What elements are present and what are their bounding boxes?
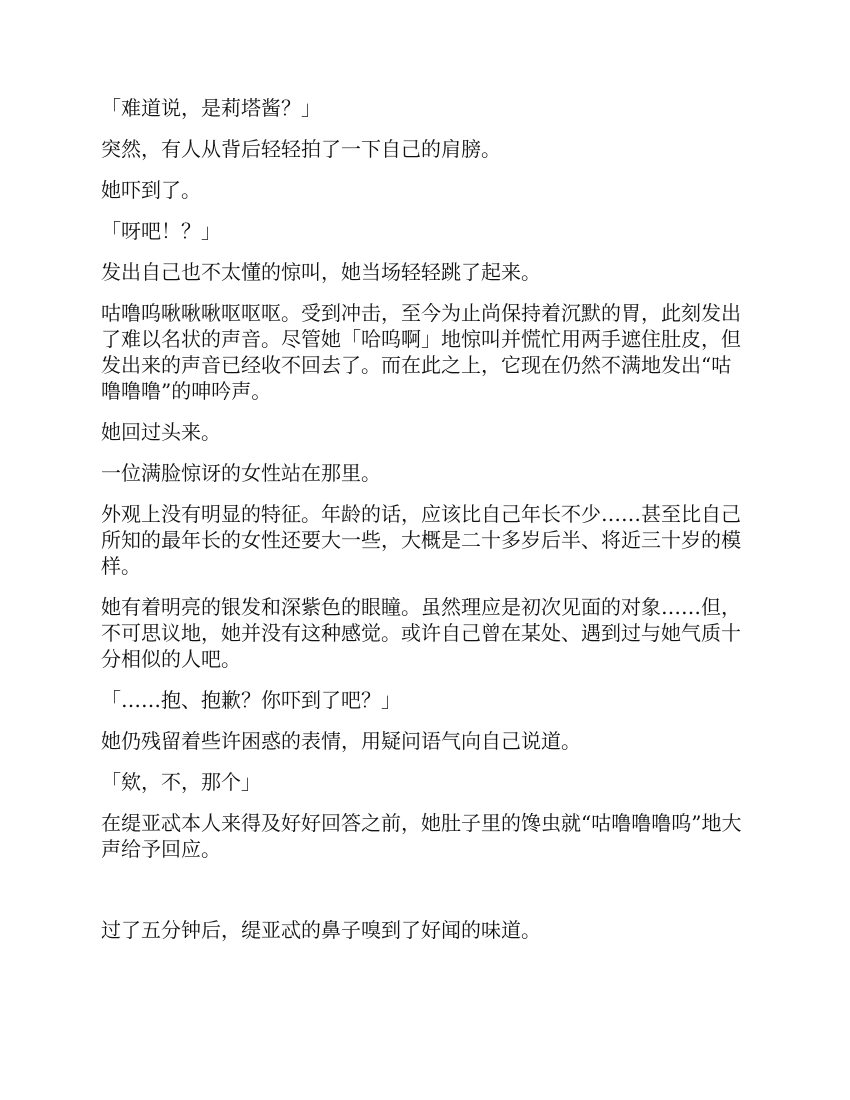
paragraph-1: 「难道说，是莉塔酱？」 — [101, 96, 321, 120]
paragraph-5: 发出自己也不太懂的惊叫，她当场轻轻跳了起来。 — [101, 260, 541, 284]
paragraph-8: 一位满脸惊讶的女性站在那里。 — [101, 461, 381, 485]
paragraph-13: 「欸，不，那个」 — [101, 770, 261, 794]
paragraph-4: 「呀吧！？」 — [101, 219, 221, 243]
paragraph-12: 她仍残留着些许困惑的表情，用疑问语气向自己说道。 — [101, 729, 581, 753]
document-page — [101, 95, 751, 958]
paragraph-2: 突然，有人从背后轻轻拍了一下自己的肩膀。 — [101, 137, 501, 161]
paragraph-3: 她吓到了。 — [101, 178, 201, 202]
paragraph-11: 「……抱、抱歉？你吓到了吧？」 — [101, 688, 401, 712]
paragraph-10: 她有着明亮的银发和深紫色的眼瞳。虽然理应是初次见面的对象……但，不可思议地，她并没有这种感觉。或许自己曾在某处、遇到过与她气质十分相似的人吧。 — [101, 595, 741, 671]
paragraph-15: 过了五分钟后，缇亚忒的鼻子嗅到了好闻的味道。 — [101, 918, 541, 942]
paragraph-14: 在缇亚忒本人来得及好好回答之前，她肚子里的馋虫就“咕噜噜噜呜”地大声给予回应。 — [101, 811, 742, 861]
paragraph-7: 她回过头来。 — [101, 420, 221, 444]
section-break — [101, 877, 751, 917]
paragraph-6: 咕噜呜啾啾啾呕呕呕。受到冲击，至今为止尚保持着沉默的胃，此刻发出了难以名状的声音。尽管她「哈呜啊」地惊叫并慌忙用两手遮住肚皮，但发出来的声音已经收不回去了。而在此之上，它现在仍然不满地发出“咕噜噜噜”的呻吟声。 — [101, 301, 741, 403]
paragraph-9: 外观上没有明显的特征。年龄的话，应该比自己年长不少……甚至比自己所知的最年长的女性还要大一些，大概是二十多岁后半、将近三十岁的模样。 — [101, 502, 741, 578]
